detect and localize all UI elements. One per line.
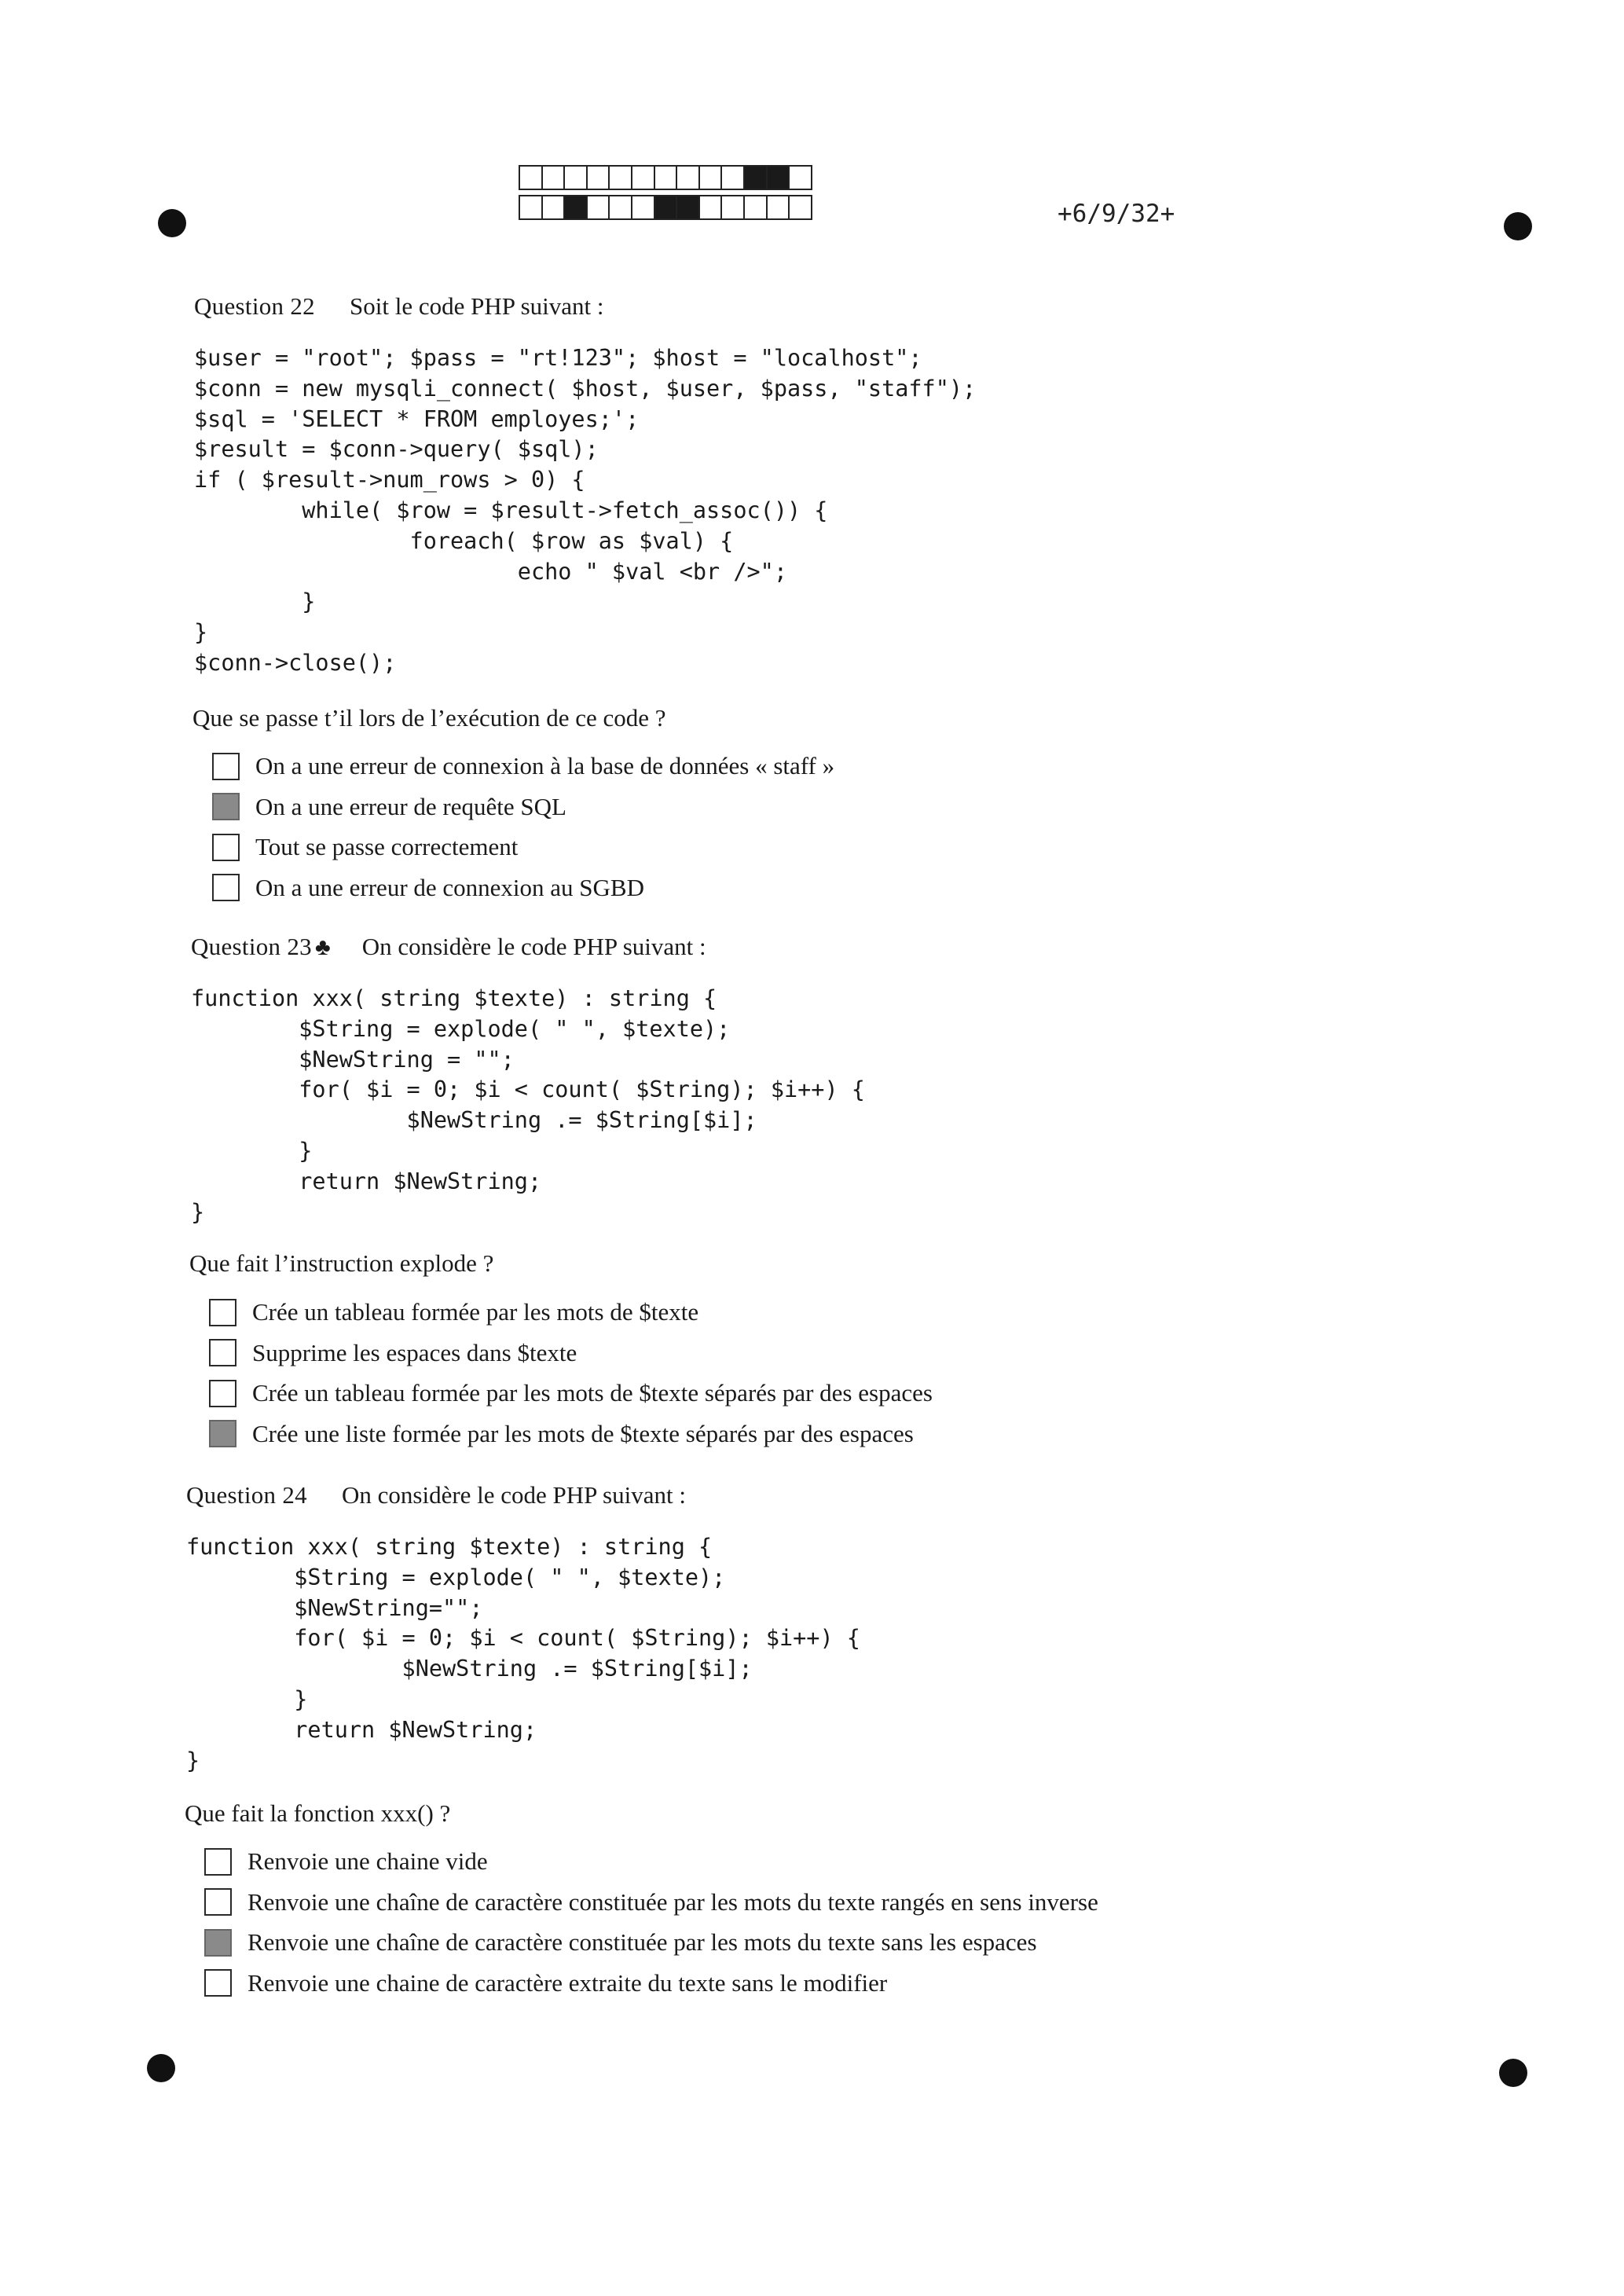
- barcode-cell: [610, 167, 632, 189]
- option-label: On a une erreur de connexion à la base de données « staff »: [255, 752, 835, 779]
- question-23-header: [191, 933, 706, 961]
- barcode-cell: [722, 167, 745, 189]
- question-intro: On considère le code PHP suivant :: [361, 933, 706, 960]
- barcode-cell: [655, 167, 678, 189]
- option-label: Crée un tableau formée par les mots de $texte: [252, 1298, 699, 1326]
- barcode-cell: [565, 196, 588, 218]
- barcode-cell: [543, 196, 566, 218]
- question-label: Question 22: [194, 292, 315, 320]
- checkbox[interactable]: [209, 1420, 236, 1447]
- answer-options: [204, 1846, 1098, 2008]
- barcode-cell: [768, 167, 790, 189]
- question-intro: Soit le code PHP suivant :: [350, 292, 604, 320]
- registration-mark-bottom-right: [1499, 2059, 1527, 2087]
- question-22-header: [194, 292, 604, 321]
- question-intro: On considère le code PHP suivant :: [342, 1481, 686, 1509]
- barcode-row-1: [519, 165, 812, 190]
- checkbox[interactable]: [204, 1929, 232, 1957]
- answer-option[interactable]: [212, 831, 834, 863]
- barcode-cell: [588, 196, 610, 218]
- option-label: On a une erreur de requête SQL: [255, 792, 566, 820]
- barcode-cell: [520, 167, 543, 189]
- checkbox[interactable]: [209, 1380, 236, 1407]
- code-block: function xxx( string $texte) : string { $String = explode( " ", $texte); $NewString = ""; for( $i = 0; $i < count( $String); $i++) { $NewString .= $String[$i]; } return $NewString; }: [191, 985, 865, 1225]
- checkbox[interactable]: [209, 1299, 236, 1326]
- option-label: Tout se passe correctement: [255, 833, 519, 860]
- barcode-cell: [700, 167, 723, 189]
- barcode-row-2: [519, 195, 812, 220]
- option-label: Renvoie une chaîne de caractère constituée par les mots du texte rangés en sens inverse: [247, 1887, 1098, 1916]
- checkbox[interactable]: [212, 874, 240, 901]
- page-id: +6/9/32+: [1058, 200, 1175, 228]
- barcode-cell: [790, 196, 811, 218]
- option-label: Supprime les espaces dans $texte: [252, 1338, 577, 1366]
- barcode-cell: [677, 167, 700, 189]
- barcode-cell: [677, 196, 700, 218]
- checkbox[interactable]: [209, 1339, 236, 1366]
- barcode-cell: [745, 196, 768, 218]
- question-prompt: Que fait la fonction xxx() ?: [185, 1799, 451, 1827]
- barcode-cell: [632, 167, 655, 189]
- club-icon: ♣: [315, 934, 331, 960]
- answer-option[interactable]: [209, 1337, 933, 1369]
- answer-option[interactable]: [209, 1418, 933, 1450]
- option-label: Renvoie une chaine vide: [247, 1847, 488, 1875]
- answer-options: [209, 1297, 933, 1458]
- answer-option[interactable]: [212, 872, 834, 904]
- answer-option[interactable]: [204, 1968, 1098, 1999]
- answer-option[interactable]: [204, 1887, 1098, 1918]
- barcode-cell: [543, 167, 566, 189]
- code-block: function xxx( string $texte) : string { $String = explode( " ", $texte); $NewString=""; for( $i = 0; $i < count( $String); $i++) { $NewString .= $String[$i]; } return $NewString; }: [186, 1534, 860, 1773]
- answer-option[interactable]: [209, 1297, 933, 1328]
- answer-options: [212, 750, 834, 912]
- answer-option[interactable]: [204, 1927, 1098, 1958]
- answer-option[interactable]: [204, 1846, 1098, 1877]
- checkbox[interactable]: [204, 1969, 232, 1997]
- option-label: Renvoie une chaine de caractère extraite du texte sans le modifier: [247, 1968, 888, 1997]
- barcode-cell: [700, 196, 723, 218]
- question-label: Question 23: [191, 933, 312, 960]
- option-label: Renvoie une chaîne de caractère constituée par les mots du texte sans les espaces: [247, 1928, 1037, 1956]
- checkbox[interactable]: [212, 793, 240, 820]
- registration-mark-top-right: [1504, 212, 1532, 240]
- barcode-cell: [790, 167, 811, 189]
- question-prompt: Que se passe t’il lors de l’exécution de ce code ?: [192, 704, 666, 732]
- barcode-cell: [520, 196, 543, 218]
- barcode-cell: [588, 167, 610, 189]
- answer-option[interactable]: [212, 750, 834, 782]
- question-prompt: Que fait l’instruction explode ?: [189, 1249, 494, 1277]
- barcode-cell: [768, 196, 790, 218]
- barcode-cell: [565, 167, 588, 189]
- barcode-cell: [632, 196, 655, 218]
- registration-mark-bottom-left: [147, 2054, 175, 2082]
- checkbox[interactable]: [204, 1888, 232, 1916]
- question-label: Question 24: [186, 1481, 307, 1509]
- code-block: $user = "root"; $pass = "rt!123"; $host = "localhost"; $conn = new mysqli_connect( $host, $user, $pass, "staff"); $sql = 'SELECT * FROM employes;'; $result = $conn->query( $sql); if ( $result->num_rows > 0) { while( $row = $result->fetch_assoc()) { foreach( $row as $val) { echo " $val <br />"; } } $conn->close();: [194, 345, 977, 676]
- option-label: Crée un tableau formée par les mots de $texte séparés par des espaces: [252, 1379, 933, 1407]
- option-label: On a une erreur de connexion au SGBD: [255, 873, 644, 901]
- answer-option[interactable]: [212, 791, 834, 823]
- question-24-header: [186, 1481, 686, 1509]
- barcode-cell: [745, 167, 768, 189]
- barcode-cell: [722, 196, 745, 218]
- option-label: Crée une liste formée par les mots de $texte séparés par des espaces: [252, 1419, 914, 1447]
- checkbox[interactable]: [204, 1848, 232, 1876]
- barcode-cell: [655, 196, 678, 218]
- registration-mark-top-left: [158, 209, 186, 237]
- barcode-cell: [610, 196, 632, 218]
- answer-option[interactable]: [209, 1377, 933, 1409]
- checkbox[interactable]: [212, 834, 240, 861]
- checkbox[interactable]: [212, 753, 240, 780]
